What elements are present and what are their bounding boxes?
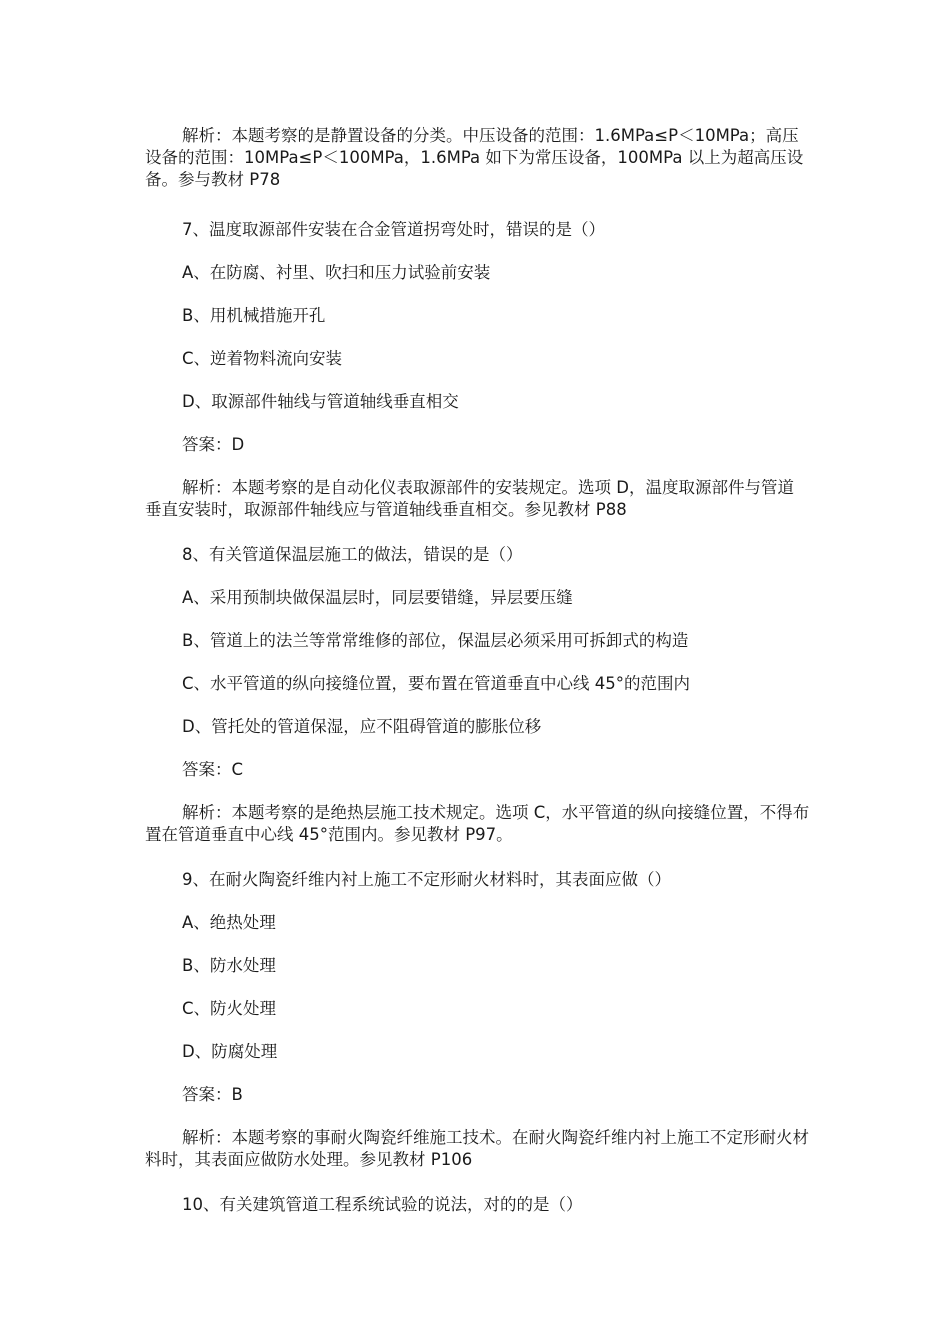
- option-d: D、防腐处理: [182, 1042, 278, 1061]
- option-b: B、管道上的法兰等常常维修的部位，保温层必须采用可拆卸式的构造: [182, 631, 689, 650]
- answer-line: 答案：C: [182, 760, 244, 779]
- question-8: 8、有关管道保温层施工的做法，错误的是（）: [182, 545, 523, 564]
- option-c: C、逆着物料流向安装: [182, 349, 343, 368]
- option-d: D、取源部件轴线与管道轴线垂直相交: [182, 392, 459, 411]
- question-9: 9、在耐火陶瓷纤维内衬上施工不定形耐火材料时，其表面应做（）: [182, 870, 671, 889]
- answer-line: 答案：D: [182, 435, 245, 454]
- question-7: 7、温度取源部件安装在合金管道拐弯处时，错误的是（）: [182, 220, 605, 239]
- option-a: A、在防腐、衬里、吹扫和压力试验前安装: [182, 263, 491, 282]
- option-b: B、防水处理: [182, 956, 276, 975]
- question-10: 10、有关建筑管道工程系统试验的说法，对的的是（）: [182, 1195, 583, 1214]
- option-a: A、采用预制块做保温层时，同层要错缝，异层要压缝: [182, 588, 573, 607]
- option-a: A、绝热处理: [182, 913, 276, 932]
- option-d: D、管托处的管道保湿，应不阻碍管道的膨胀位移: [182, 717, 542, 736]
- explanation-paragraph: 解析：本题考察的是自动化仪表取源部件的安装规定。选项 D，温度取源部件与管道垂直安装时，取源部件轴线应与管道轴线垂直相交。参见教材 P88: [145, 478, 794, 519]
- option-c: C、防火处理: [182, 999, 277, 1018]
- option-c: C、水平管道的纵向接缝位置，要布置在管道垂直中心线 45°的范围内: [182, 674, 691, 693]
- explanation-paragraph: 解析：本题考察的是静置设备的分类。中压设备的范围：1.6MPa≤P＜10MPa；高压设备的范围：10MPa≤P＜100MPa，1.6MPa 如下为常压设备，100MPa 以上为超高压设备。参与教材 P78: [145, 126, 804, 189]
- option-b: B、用机械措施开孔: [182, 306, 326, 325]
- explanation-paragraph: 解析：本题考察的是绝热层施工技术规定。选项 C，水平管道的纵向接缝位置，不得布置在管道垂直中心线 45°范围内。参见教材 P97。: [145, 803, 810, 844]
- answer-line: 答案：B: [182, 1085, 243, 1104]
- explanation-paragraph: 解析：本题考察的事耐火陶瓷纤维施工技术。在耐火陶瓷纤维内衬上施工不定形耐火材料时，其表面应做防水处理。参见教材 P106: [145, 1128, 809, 1169]
